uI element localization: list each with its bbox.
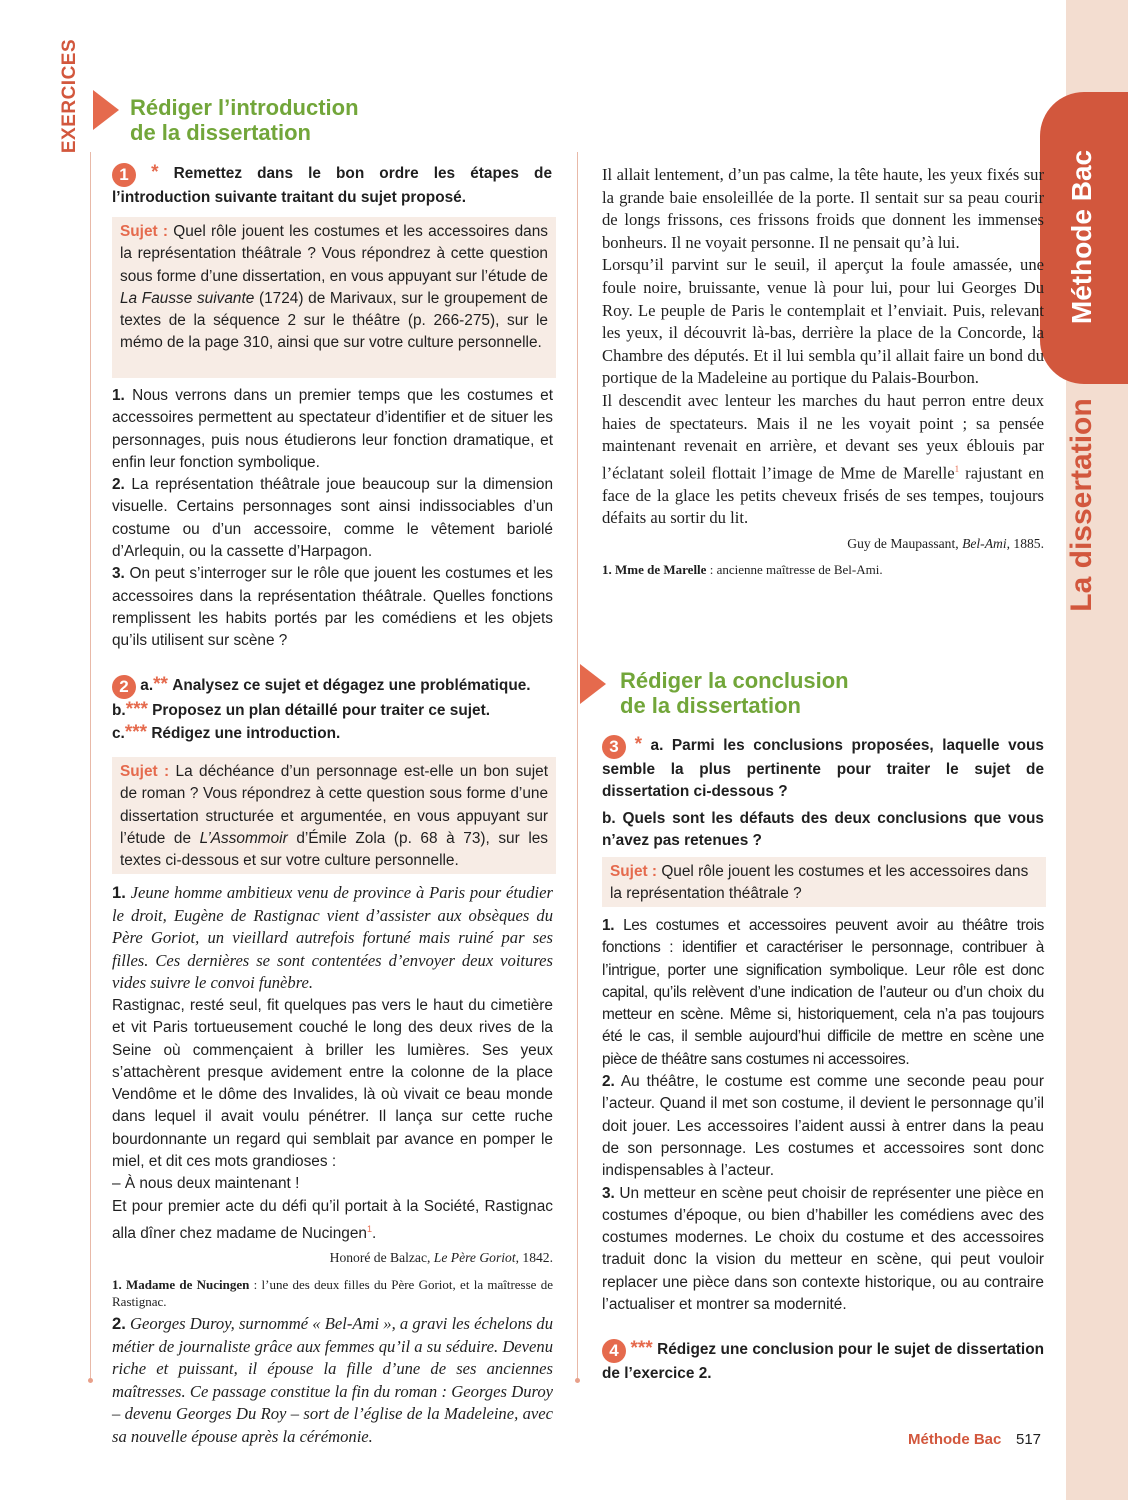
- text-2-intro-start: 2. Georges Duroy, surnommé « Bel-Ami », a gravi les échelons du métier de journaliste grâce aux femmes qu’il a su séduire. Devenu riche et puissant, il épouse la fille d’une de ses anciennes maîtresses. Ce passage constitue la fin du roman : Georges Duroy – devenu Georges Du Roy – sort de l’église de la Madeleine, avec sa nouvelle épouse après la cérémonie.: [112, 1314, 553, 1446]
- text-1-excerpt: 1. Jeune homme ambitieux venu de province à Paris pour étudier le droit, Eugène de Rastignac vient d’assister aux obsèques du Père Goriot, un vieillard autrefois fortuné mais ruiné par ses filles. Ces dernières se sont contentées d’envoyer deux voitures vides suivre le convoi funèbre. Rastignac, resté seul, fit quelques pas vers le haut du cimetière et vit Paris tortueusement couché le long des deux rives de la Seine où commençaient à briller les lumières. Ses yeux s’attachèrent presque avidement entre la colonne de la place Vendôme et le dôme des Invalides, là où vivait ce beau monde dans lequel il avait voulu pénétrer. Il lança sur cette ruche bourdonnante un regard qui semblait par avance en pomper le miel, et dit ces mots grandioses : – À nous deux maintenant ! Et pour premier acte du défi qu’il portait à la Société, Rastignac alla dîner chez madame de Nucingen$^1$. Honoré de Balzac, Le Père Goriot, 1842. 1. Madame de Nucingen : l’une des deux filles du Père Goriot, et la maîtresse de Rastignac.: [112, 883, 553, 1309]
- text-1-footnote: 1. Madame de Nucingen : l’une des deux filles du Père Goriot, et la maîtresse de Rastignac.: [112, 1276, 553, 1309]
- section-marker-icon: [93, 90, 119, 130]
- text-2-excerpt: Il allait lentement, d’un pas calme, la tête haute, les yeux fixés sur la grande baie ensoleillée de la porte. Il sentait sur sa peau courir de longs frissons, ces frissons froids que donnent les immenses bonheurs. Il ne voyait personne. Il ne pensait qu’à lui. Lorsqu’il parvint sur le seuil, il aperçut la foule amassée, une foule noire, bruissante, venue là pour lui, pour lui Georges Du Roy. Le peuple de Paris le contemplait et l’enviait. Puis, relevant les yeux, il découvrit là-bas, derrière la place de la Concorde, la Chambre des députés. Et il lui sembla qu’il allait faire un bond du portique de la Madeleine au portique du Palais-Bourbon. Il descendit avec lenteur les marches du haut perron entre deux haies de spectateurs. Mais il ne les voyait point ; sa pensée maintenant revenait en arrière, et devant ses yeux éblouis par l’éclatant soleil flottait l’image de Mme de Marelle$^1$ rajustant en face de la glace les petits cheveux frisés de ses tempes, toujours défaits au sortir du lit. Guy de Maupassant, Bel-Ami, 1885. 1. Mme de Marelle : ancienne maîtresse de Bel-Ami.: [602, 165, 1044, 578]
- list-item: 3. Un metteur en scène peut choisir de représenter une pièce en costumes d’époque, ou bien d’habiller les comédiens avec des costumes modernes. Le choix du costume et des accessoires traduit donc la vision du metteur en scène, qui peut vouloir replacer une pièce dans son contexte historique, ou au contraire l’actualiser et montrer sa modernité.: [602, 1184, 1044, 1314]
- left-column-rule: [90, 152, 91, 1380]
- section-title-introduction: Rédiger l’introduction de la dissertation: [130, 95, 359, 145]
- chapter-tab-label: Méthode Bac: [1066, 149, 1097, 325]
- section-title-conclusion: Rédiger la conclusion de la dissertation: [620, 668, 849, 718]
- exercise-number-badge: 1: [112, 163, 136, 187]
- right-column-rule: [577, 152, 578, 1380]
- footer-label: Méthode Bac: [908, 1431, 1002, 1448]
- exercise-1-items: [112, 385, 553, 653]
- exercise-number-badge: 4: [602, 1339, 626, 1363]
- exercise-3-items: [602, 915, 1044, 1316]
- chapter-title: La dissertation: [1065, 398, 1098, 612]
- exercise-4-question: 4 *** Rédigez une conclusion pour le sujet de dissertation de l’exercice 2.: [602, 1338, 1044, 1382]
- list-item: 3. On peut s’interroger sur le rôle que jouent les costumes et les accessoires dans la représentation théâtrale. Quelles fonctions remplissent les habits portés par les comédiens et les objets qu’ils utilisent sur scène ?: [112, 565, 553, 650]
- exercise-1-question: 1 * Remettez dans le bon ordre les étapes de l’introduction suivante traitant du sujet proposé.: [112, 162, 553, 206]
- list-item: 1. Les costumes et accessoires peuvent avoir au théâtre trois fonctions : identifier et caractériser le personnage, contribuer à l’intrigue, porter une signification symbolique. Leur rôle est donc capital, qu’ils relèvent d’une indication de l’auteur ou d’un choix du metteur en scène. Même si, historiquement, cela n’a pas toujours été le cas, il semble aujourd’hui difficile de mettre en scène une pièce de théâtre sans costumes ni accessoires.: [602, 917, 1044, 1068]
- list-item: 2. La représentation théâtrale joue beaucoup sur la dimension visuelle. Certains personnages sont ainsi indissociables d’un costume ou d’un accessoire, comme le vêtement bariolé d’Arlequin, ou la cassette d’Harpagon.: [112, 476, 554, 561]
- exercise-number-badge: 3: [602, 735, 626, 759]
- text-2-footnote: 1. Mme de Marelle : ancienne maîtresse de Bel-Ami.: [602, 562, 883, 578]
- exercise-2-questions: 2 a.** Analysez ce sujet et dégagez une problématique. b.*** Proposez un plan détaillé pour traiter ce sujet. c.*** Rédigez une introduction.: [112, 674, 531, 744]
- list-item: 1. Nous verrons dans un premier temps que les costumes et accessoires permettent au spectateur d’identifier et de situer les personnages, puis nous étudierons leur fonction dramatique, et enfin leur fonction symbolique.: [112, 387, 553, 471]
- difficulty-stars: *: [151, 162, 159, 183]
- text-2-source: Guy de Maupassant, Bel-Ami, 1885.: [847, 536, 1044, 552]
- page-number: 517: [1016, 1431, 1042, 1448]
- exercices-label: EXERCICES: [59, 38, 80, 154]
- text-1-source: Honoré de Balzac, Le Père Goriot, 1842.: [329, 1250, 553, 1266]
- exercise-3-questions: 3 * a. Parmi les conclusions proposées, laquelle vous semble la plus pertinente pour traiter le sujet de dissertation ci-dessous ? b. Quels sont les défauts des deux conclusions que vous n’avez pas retenues ?: [602, 734, 1044, 849]
- exercise-1-sujet: Sujet : Quel rôle jouent les costumes et les accessoires dans la représentation théâtrale ? Vous répondrez à cette question sous forme d’une dissertation, en vous appuyant sur l’étude de La Fausse suivante (1724) de Marivaux, sur le groupement de textes de la séquence 2 sur le théâtre (p. 266-275), sur le mémo de la page 310, ainsi que sur votre culture personnelle.: [112, 217, 556, 378]
- list-item: 2. Au théâtre, le costume est comme une seconde peau pour l’acteur. Quand il met son costume, il devient le personnage qu’il doit jouer. Les accessoires l’aident aussi à entrer dans la peau de son personnage. Les costumes et accessoires sont donc indispensables à l’acteur.: [602, 1073, 1044, 1180]
- exercise-number-badge: 2: [112, 675, 136, 699]
- exercise-3-sujet: Sujet : Quel rôle jouent les costumes et les accessoires dans la représentation théâtrale ?: [602, 857, 1046, 907]
- text-2-intro-end: [602, 95, 1044, 163]
- section-marker-icon: [580, 664, 606, 704]
- exercise-2-sujet: Sujet : La déchéance d’un personnage est-elle un bon sujet de roman ? Vous répondrez à cette question sous forme d’une dissertation structurée et argumentée, en vous appuyant sur l’étude de L’Assommoir d’Émile Zola (p. 68 à 73), sur les textes ci-dessous et sur votre culture personnelle.: [112, 757, 556, 874]
- rule-dot: [575, 1378, 580, 1383]
- rule-dot: [88, 1378, 93, 1383]
